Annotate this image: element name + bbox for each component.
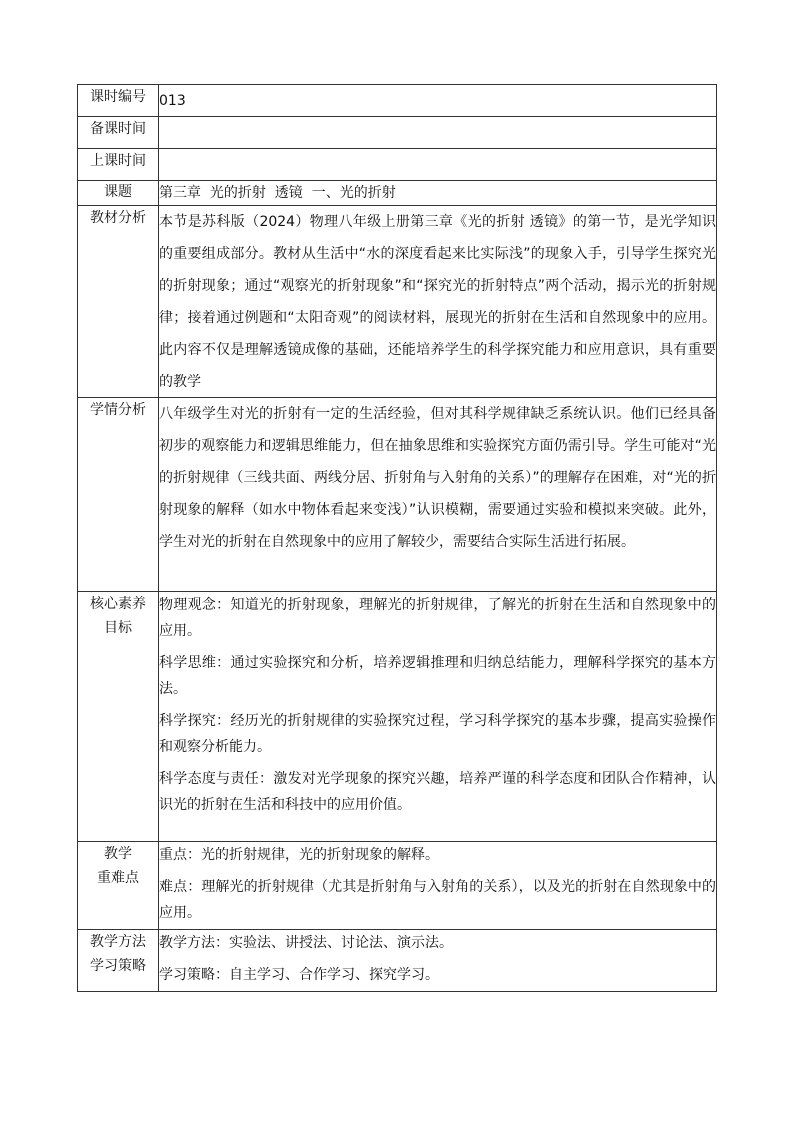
topic-value: 第三章 光的折射 透镜 一、光的折射: [159, 181, 717, 206]
row-student-analysis: [78, 398, 717, 592]
row-topic: [78, 181, 717, 206]
methods-label: [78, 930, 159, 992]
lesson-plan-table: [77, 84, 717, 992]
teaching-methods: 教学方法：实验法、讲授法、讨论法、演示法。: [159, 935, 453, 951]
goal-scientific-thinking: 科学思维：通过实验探究和分析，培养逻辑推理和归纳总结能力，理解科学探究的基本方法。: [159, 655, 716, 697]
row-class-time: [78, 149, 717, 181]
student-analysis-label: 学情分析: [78, 398, 159, 592]
methods-cell: [159, 930, 717, 992]
core-goals-label-line1: 核心素养: [90, 596, 146, 612]
row-prep-time: [78, 117, 717, 149]
row-methods: [78, 930, 717, 992]
topic-label: 课题: [78, 181, 159, 206]
goal-physics-concept: 物理观念：知道光的折射现象，理解光的折射规律，了解光的折射在生活和自然现象中的应用。: [159, 597, 716, 639]
key-point-focus: 重点：光的折射规律，光的折射现象的解释。: [159, 847, 439, 863]
textbook-analysis-label: 教材分析: [78, 206, 159, 398]
prep-time-value: [159, 117, 717, 149]
prep-time-label: 备课时间: [78, 117, 159, 149]
row-key-points: [78, 842, 717, 930]
row-core-goals: [78, 592, 717, 842]
lesson-number-value: 013: [159, 85, 717, 117]
learning-strategies: 学习策略：自主学习、合作学习、探究学习。: [159, 967, 439, 983]
class-time-label: 上课时间: [78, 149, 159, 181]
core-goals-label-line2: 目标: [104, 620, 132, 636]
class-time-value: [159, 149, 717, 181]
goal-attitude-responsibility: 科学态度与责任：激发对光学现象的探究兴趣，培养严谨的科学态度和团队合作精神，认识光的折射在生活和科技中的应用价值。: [159, 771, 716, 813]
row-textbook-analysis: [78, 206, 717, 398]
key-points-label: [78, 842, 159, 930]
core-goals-cell: [159, 592, 717, 842]
lesson-number-label: 课时编号: [78, 85, 159, 117]
key-points-cell: [159, 842, 717, 930]
textbook-analysis-text: 本节是苏科版（2024）物理八年级上册第三章《光的折射 透镜》的第一节，是光学知识的重要组成部分。教材从生活中“水的深度看起来比实际浅”的现象入手，引导学生探究光的折射现象；通过“观察光的折射现象”和“探究光的折射特点”两个活动，揭示光的折射规律；接着通过例题和“太阳奇观”的阅读材料，展现光的折射在生活和自然现象中的应用。此内容不仅是理解透镜成像的基础，还能培养学生的科学探究能力和应用意识，具有重要的教学: [159, 214, 716, 390]
key-points-label-line2: 重难点: [97, 870, 139, 886]
methods-label-line2: 学习策略: [90, 958, 146, 974]
textbook-analysis-cell: [159, 206, 717, 398]
student-analysis-cell: [159, 398, 717, 592]
student-analysis-text: 八年级学生对光的折射有一定的生活经验，但对其科学规律缺乏系统认识。他们已经具备初步的观察能力和逻辑思维能力，但在抽象思维和实验探究方面仍需引导。学生可能对“光的折射规律（三线共面、两线分居、折射角与入射角的关系）”的理解存在困难，对“光的折射现象的解释（如水中物体看起来变浅）”认识模糊，需要通过实验和模拟来突破。此外，学生对光的折射在自然现象中的应用了解较少，需要结合实际生活进行拓展。: [159, 406, 716, 550]
goal-scientific-inquiry: 科学探究：经历光的折射规律的实验探究过程，学习科学探究的基本步骤，提高实验操作和观察分析能力。: [159, 713, 716, 755]
row-lesson-number: [78, 85, 717, 117]
key-point-difficulty: 难点：理解光的折射规律（尤其是折射角与入射角的关系），以及光的折射在自然现象中的应用。: [159, 879, 716, 921]
key-points-label-line1: 教学: [104, 846, 132, 862]
core-goals-label: [78, 592, 159, 842]
methods-label-line1: 教学方法: [90, 934, 146, 950]
